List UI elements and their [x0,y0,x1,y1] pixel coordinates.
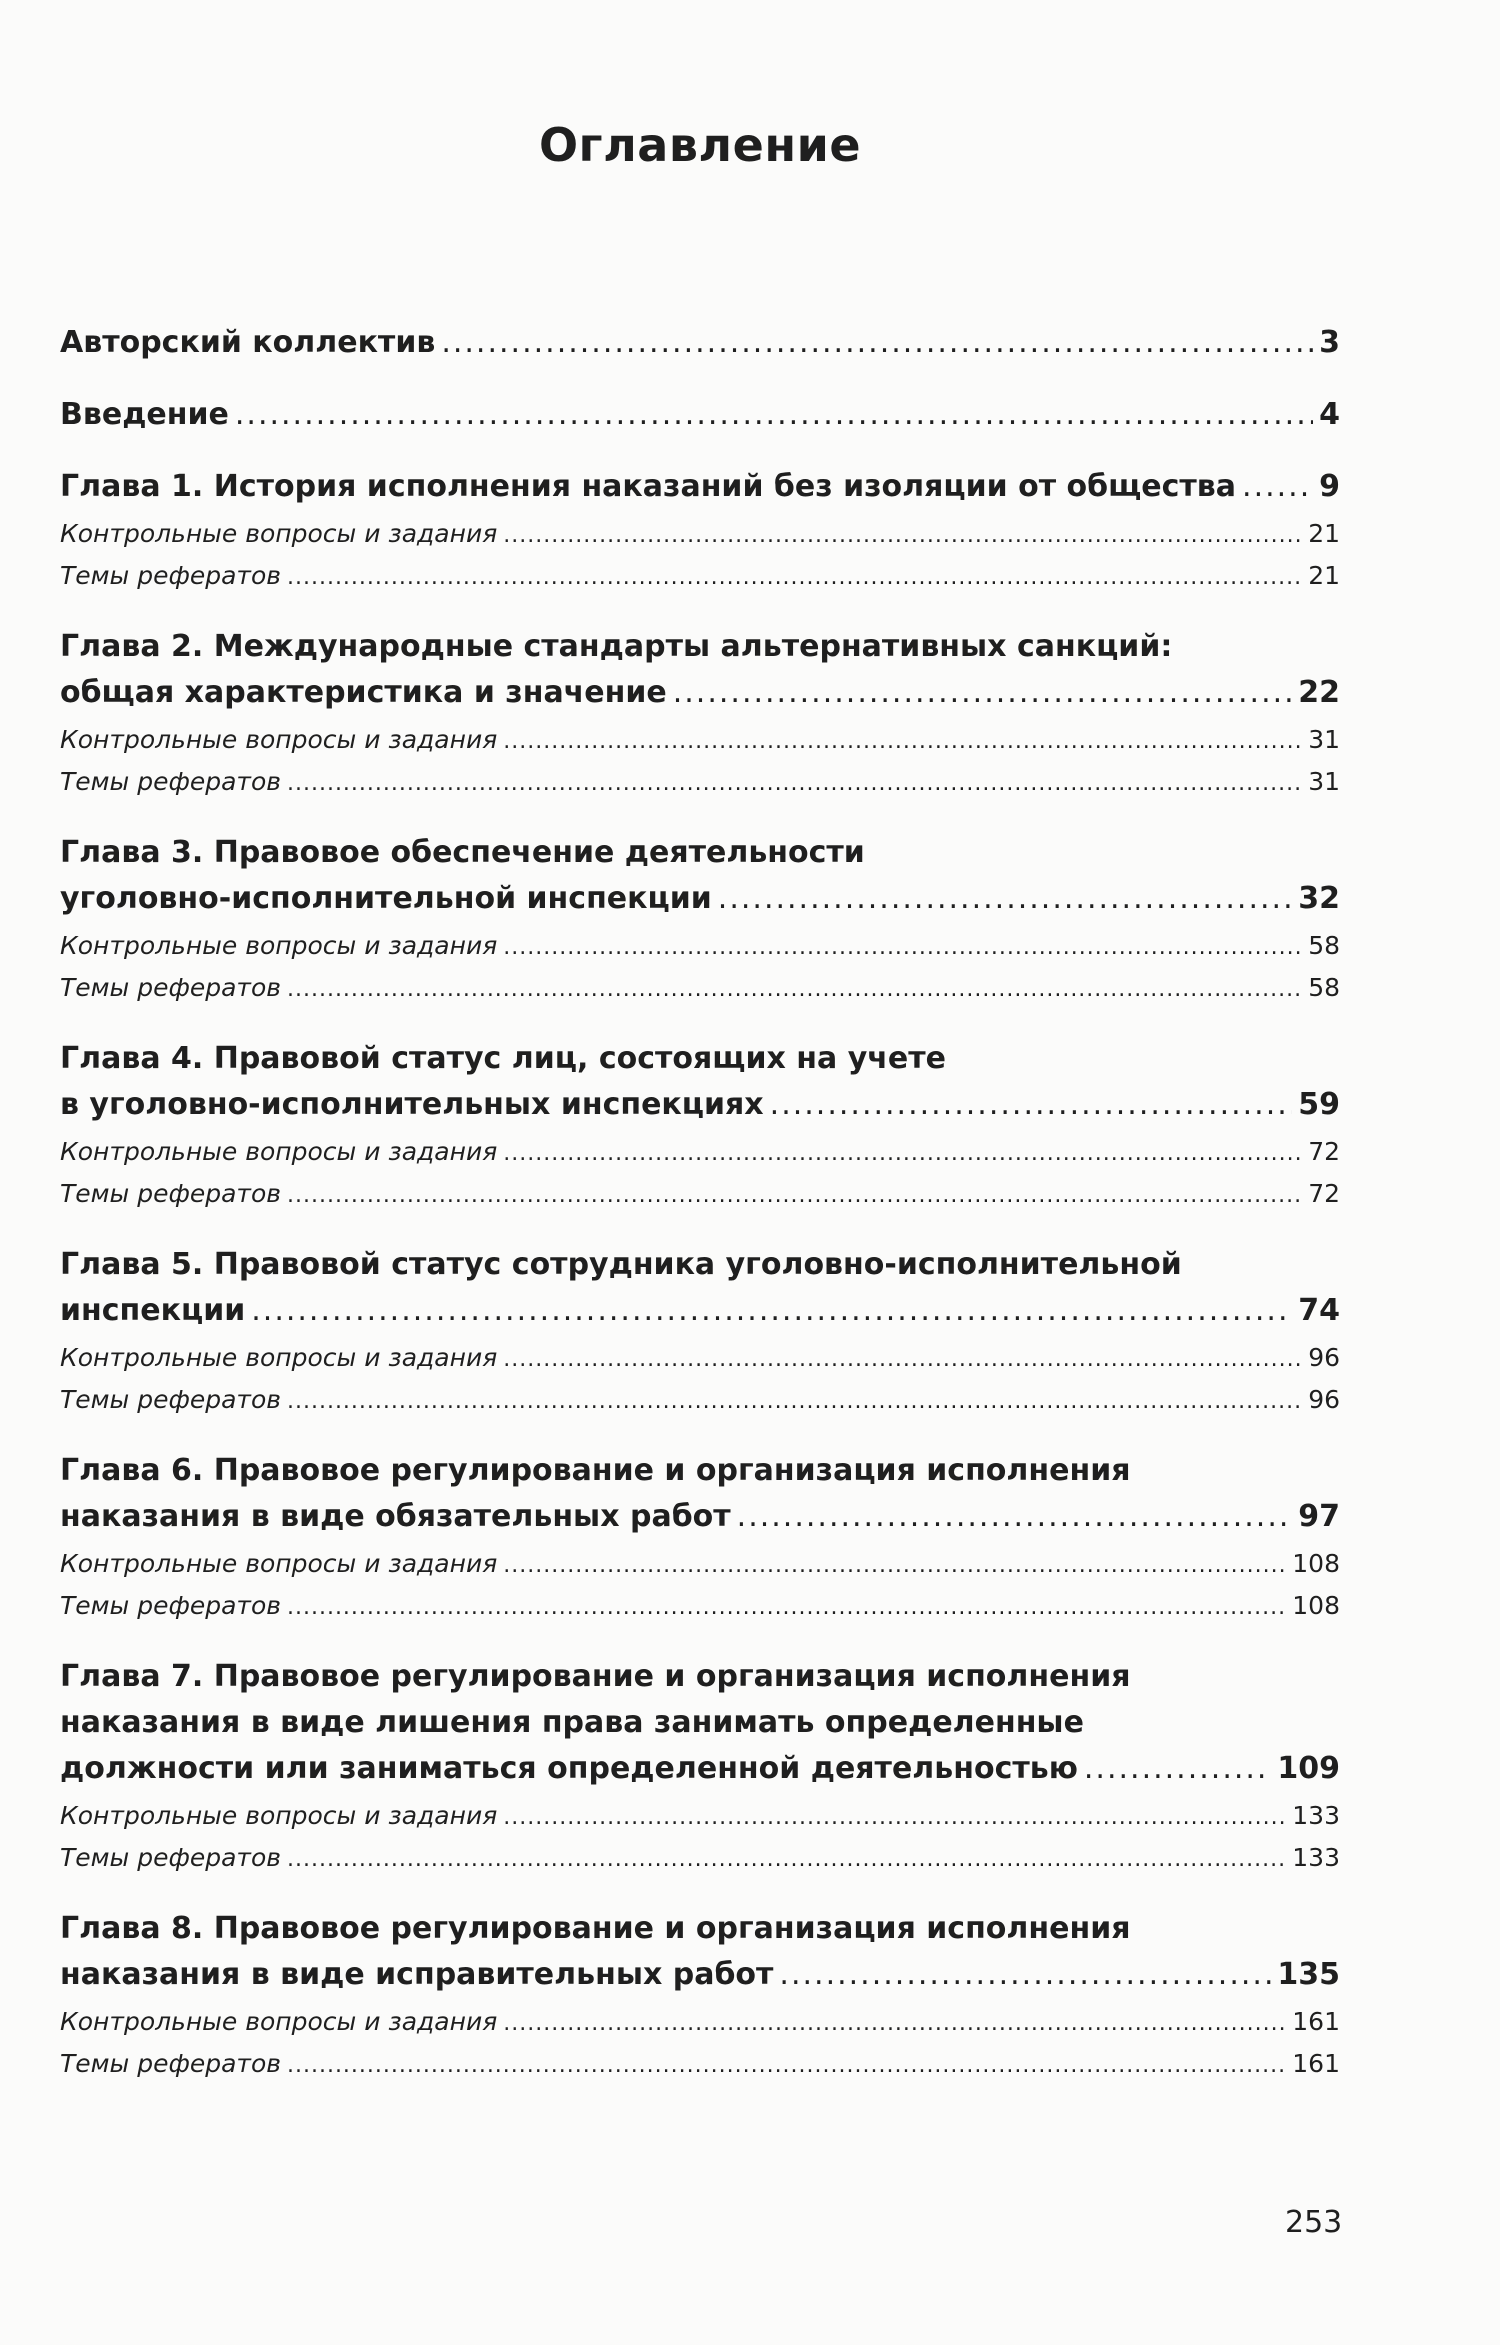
toc-entry-page: 22 [1298,675,1340,710]
toc-entry-page: 32 [1298,881,1340,916]
toc-subentry-page: 161 [1292,2049,1340,2078]
toc-entry-title: в уголовно-исполнительных инспекциях [60,1087,764,1122]
toc-subentry [60,1796,1340,1838]
toc-subentry-label: Контрольные вопросы и задания [60,2007,498,2036]
dot-leader [779,1952,1271,1998]
toc-subentries [60,2002,1340,2086]
toc-entry-page: 3 [1319,325,1340,360]
toc-subentry-page: 72 [1308,1137,1340,1166]
toc-entry-title: уголовно-исполнительной инспекции [60,881,712,916]
toc-entry-heading [60,1494,1340,1540]
toc-entry-title: общая характеристика и значение [60,675,667,710]
toc-entry-page: 59 [1298,1087,1340,1122]
toc-subentry [60,1838,1340,1880]
toc-subentry-label: Темы рефератов [60,1843,281,1872]
toc-subentry [60,1544,1340,1586]
dot-leader [235,392,1313,438]
toc-subentry-label: Темы рефератов [60,2049,281,2078]
dot-leader [287,558,1302,598]
toc-subentry-page: 96 [1308,1343,1340,1372]
toc-entry [60,464,1340,598]
toc-subentry [60,1380,1340,1422]
toc-subentry [60,926,1340,968]
toc-entry [60,1448,1340,1628]
toc-subentry-page: 161 [1292,2007,1340,2036]
toc-entry-heading [60,876,1340,922]
table-of-contents [60,320,1340,2112]
toc-entry [60,1242,1340,1422]
toc-subentry-page: 96 [1308,1385,1340,1414]
toc-entry-heading-line: наказания в виде лишения права занимать определенные [60,1705,1084,1740]
dot-leader [287,1588,1286,1628]
dot-leader [251,1288,1292,1334]
toc-subentry-label: Контрольные вопросы и задания [60,1801,498,1830]
toc-entry-heading [60,392,1340,438]
toc-entry-heading-line: Глава 3. Правовое обеспечение деятельности [60,835,865,870]
toc-subentry-page: 133 [1292,1843,1340,1872]
toc-entry-page: 4 [1319,397,1340,432]
toc-subentry-label: Контрольные вопросы и задания [60,1343,498,1372]
toc-entry-heading [60,1288,1340,1334]
toc-entry-heading-line: Глава 4. Правовой статус лиц, состоящих на учете [60,1041,946,1076]
dot-leader [503,1340,1302,1380]
toc-subentry-page: 72 [1308,1179,1340,1208]
toc-subentries [60,720,1340,804]
toc-subentries [60,1544,1340,1628]
toc-subentry [60,720,1340,762]
toc-subentry-label: Темы рефератов [60,1385,281,1414]
toc-subentry [60,2044,1340,2086]
toc-entry-page: 74 [1298,1293,1340,1328]
toc-subentry-label: Темы рефератов [60,767,281,796]
toc-subentry-page: 58 [1308,973,1340,1002]
toc-subentry-page: 58 [1308,931,1340,960]
toc-subentry-label: Контрольные вопросы и задания [60,1137,498,1166]
toc-subentry-page: 108 [1292,1549,1340,1578]
toc-entry-heading [60,1746,1340,1792]
dot-leader [287,970,1302,1010]
toc-entry-heading-line: Глава 5. Правовой статус сотрудника уголовно-исполнительной [60,1247,1182,1282]
toc-entry [60,624,1340,804]
toc-subentries [60,514,1340,598]
toc-subentry-page: 21 [1308,519,1340,548]
toc-entry-heading-line: Глава 6. Правовое регулирование и организация исполнения [60,1453,1131,1488]
toc-entry-page: 135 [1277,1957,1340,1992]
toc-subentry [60,1586,1340,1628]
toc-entry-heading [60,670,1340,716]
toc-subentry [60,2002,1340,2044]
toc-entry [60,320,1340,366]
toc-subentry-label: Темы рефератов [60,561,281,590]
toc-subentry [60,514,1340,556]
dot-leader [503,1798,1286,1838]
toc-entry-page: 97 [1298,1499,1340,1534]
dot-leader [287,1176,1302,1216]
dot-leader [287,764,1302,804]
toc-subentry-label: Контрольные вопросы и задания [60,1549,498,1578]
toc-subentries [60,1796,1340,1880]
dot-leader [503,928,1302,968]
toc-entry-title: Введение [60,397,229,432]
toc-entry-title: инспекции [60,1293,246,1328]
toc-entry-title: наказания в виде исправительных работ [60,1957,774,1992]
toc-subentries [60,1132,1340,1216]
dot-leader [441,320,1313,366]
toc-subentry [60,1174,1340,1216]
dot-leader [1084,1746,1271,1792]
toc-subentry [60,762,1340,804]
toc-entry-title: Глава 1. История исполнения наказаний без изоляции от общества [60,469,1237,504]
toc-subentry-page: 21 [1308,561,1340,590]
dot-leader [1242,464,1313,510]
toc-entry-page: 109 [1277,1751,1340,1786]
toc-entry [60,830,1340,1010]
toc-entry-heading-line: Глава 8. Правовое регулирование и организация исполнения [60,1911,1131,1946]
toc-entry-heading [60,464,1340,510]
dot-leader [737,1494,1293,1540]
toc-entry-title: должности или заниматься определенной деятельностью [60,1751,1078,1786]
dot-leader [503,722,1302,762]
toc-subentry [60,968,1340,1010]
toc-entry [60,392,1340,438]
dot-leader [718,876,1292,922]
toc-subentry-page: 31 [1308,767,1340,796]
toc-subentry-label: Контрольные вопросы и задания [60,725,498,754]
toc-entry [60,1654,1340,1880]
toc-subentries [60,926,1340,1010]
toc-subentry [60,556,1340,598]
toc-subentry-page: 31 [1308,725,1340,754]
toc-entry-title: Авторский коллектив [60,325,436,360]
dot-leader [503,1134,1302,1174]
toc-entry-heading-line: Глава 7. Правовое регулирование и организация исполнения [60,1659,1131,1694]
page-title: Оглавление [538,118,862,172]
toc-subentry-page: 133 [1292,1801,1340,1830]
toc-subentry-label: Темы рефератов [60,973,281,1002]
toc-subentry-label: Контрольные вопросы и задания [60,519,498,548]
dot-leader [673,670,1293,716]
toc-subentry [60,1338,1340,1380]
toc-subentry-page: 108 [1292,1591,1340,1620]
dot-leader [770,1082,1293,1128]
toc-entry-heading-line: Глава 2. Международные стандарты альтернативных санкций: [60,629,1173,664]
toc-subentry-label: Контрольные вопросы и задания [60,931,498,960]
dot-leader [287,2046,1286,2086]
toc-entry [60,1906,1340,2086]
toc-entry-heading [60,320,1340,366]
toc-entry-title: наказания в виде обязательных работ [60,1499,731,1534]
dot-leader [503,2004,1286,2044]
toc-subentry [60,1132,1340,1174]
dot-leader [287,1382,1302,1422]
toc-subentries [60,1338,1340,1422]
dot-leader [287,1840,1286,1880]
dot-leader [503,1546,1286,1586]
toc-subentry-label: Темы рефератов [60,1591,281,1620]
toc-entry-heading [60,1952,1340,1998]
toc-subentry-label: Темы рефератов [60,1179,281,1208]
dot-leader [503,516,1302,556]
page-number: 253 [1285,2205,1343,2240]
toc-entry-heading [60,1082,1340,1128]
toc-entry [60,1036,1340,1216]
toc-entry-page: 9 [1319,469,1340,504]
